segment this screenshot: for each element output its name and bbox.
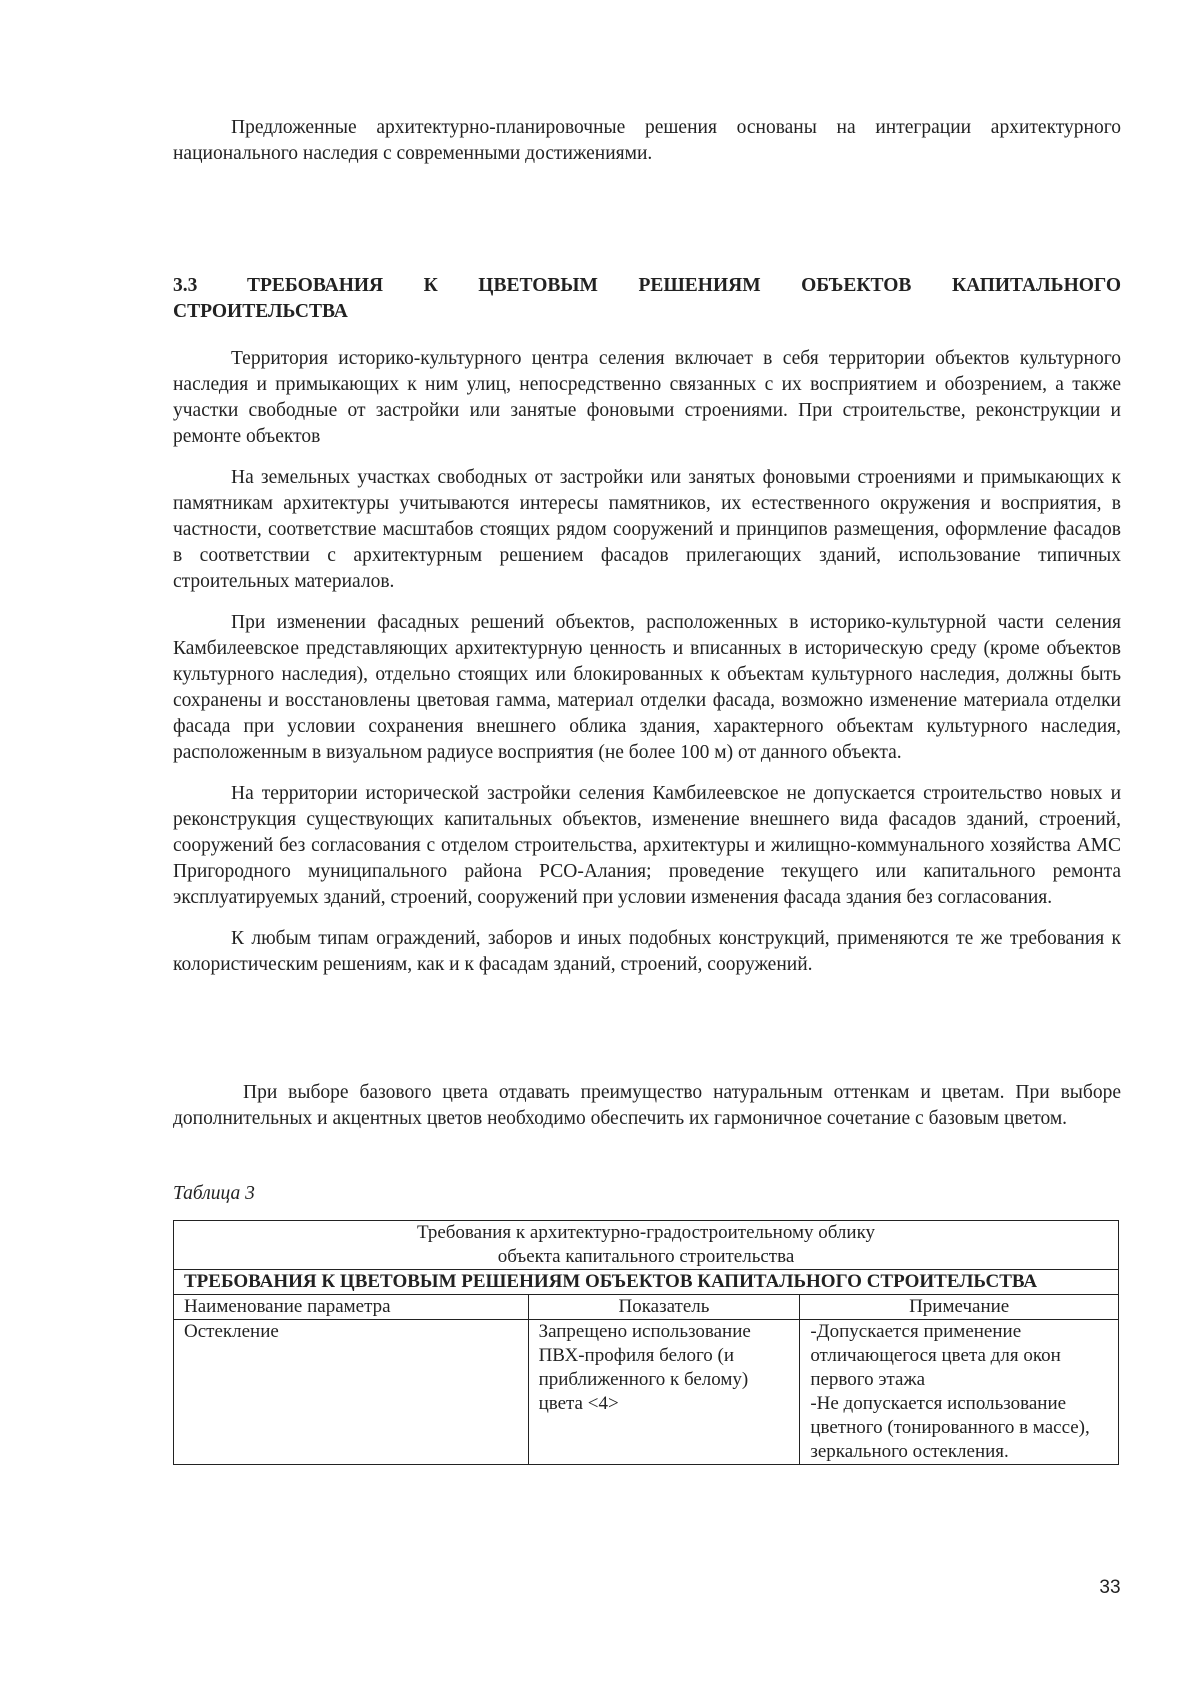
section-number: 3.3 (173, 275, 198, 296)
table-caption: Таблица 3 (173, 1183, 255, 1204)
paragraph: К любым типам ограждений, заборов и иных подобных конструкций, применяются те же требования к колористическим решениям, как и к фасадам зданий, строений, сооружений. (173, 928, 1121, 975)
column-header: Наименование параметра (174, 1295, 529, 1320)
section-title: ТРЕБОВАНИЯ К ЦВЕТОВЫМ РЕШЕНИЯМ ОБЪЕКТОВ КАПИТАЛЬНОГО СТРОИТЕЛЬСТВА (173, 275, 1121, 322)
intro-paragraph: Предложенные архитектурно-планировочные решения основаны на интеграции архитектурного национального наследия с современными достижениями. (173, 117, 1121, 164)
color-choice-paragraph: При выборе базового цвета отдавать преимущество натуральным оттенкам и цветам. При выборе дополнительных и акцентных цветов необходимо обеспечить их гармоничное сочетание с базовым цветом. (173, 1082, 1121, 1129)
paragraph: На земельных участках свободных от застройки или занятых фоновыми строениями и примыкающих к памятникам архитектуры учитываются интересы памятников, их естественного окружения и восприятия, в частности, соответствие масштабов стоящих рядом сооружений и принципов размещения, оформление фасадов в соответствии с архитектурным решением фасадов прилегающих зданий, использование типичных строительных материалов. (173, 467, 1121, 592)
table-row (174, 1320, 1119, 1465)
note-line: -Допускается применение отличающегося цвета для окон первого этажа (810, 1321, 1061, 1390)
column-header: Показатель (528, 1295, 800, 1320)
section-heading (173, 273, 1121, 325)
table-cell-note (800, 1320, 1119, 1465)
column-header: Примечание (800, 1295, 1119, 1320)
table-subheader-row (174, 1270, 1119, 1295)
section-body (173, 346, 1121, 978)
table-header-row (174, 1221, 1119, 1270)
page-number: 33 (1099, 1577, 1121, 1598)
table-cell-value: Запрещено использование ПВХ-профиля белого (и приближенного к белому) цвета <4> (528, 1320, 800, 1465)
table-header-line: Требования к архитектурно-градостроительному облику (416, 1222, 876, 1243)
paragraph: При изменении фасадных решений объектов, расположенных в историко-культурной части селения Камбилеевское представляющих архитектурную ценность и вписанных в историческую среду (кроме объектов культурного наследия), отдельно стоящих или блокированных к объектам культурного наследия, должны быть сохранены и восстановлены цветовая гамма, материал отделки фасада, возможно изменение материала отделки фасада при условии сохранения внешнего облика здания, характерного объектам культурного наследия, расположенным в визуальном радиусе восприятия (не более 100 м) от данного объекта. (173, 612, 1121, 763)
requirements-table (173, 1220, 1119, 1465)
table-column-headers (174, 1295, 1119, 1320)
table-subheader-cell: ТРЕБОВАНИЯ К ЦВЕТОВЫМ РЕШЕНИЯМ ОБЪЕКТОВ КАПИТАЛЬНОГО СТРОИТЕЛЬСТВА (174, 1270, 1119, 1295)
note-line: -Не допускается использование цветного (тонированного в массе), зеркального остекления. (810, 1393, 1090, 1462)
paragraph: На территории исторической застройки селения Камбилеевское не допускается строительство новых и реконструкция существующих капитальных объектов, изменение внешнего вида фасадов зданий, строений, сооружений без согласования с отделом строительства, архитектуры и жилищно-коммунального хозяйства АМС Пригородного муниципального района РСО-Алания; проведение текущего или капитального ремонта эксплуатируемых зданий, строений, сооружений при условии изменения фасада здания без согласования. (173, 783, 1121, 908)
paragraph: Территория историко-культурного центра селения включает в себя территории объектов культурного наследия и примыкающих к ним улиц, непосредственно связанных с их восприятием и обозрением, а также участки свободные от застройки или занятые фоновыми строениями. При строительстве, реконструкции и ремонте объектов (173, 348, 1121, 447)
table-cell-param: Остекление (174, 1320, 529, 1465)
table-header-cell (174, 1221, 1119, 1270)
table-header-line: объекта капитального строительства (497, 1246, 795, 1267)
